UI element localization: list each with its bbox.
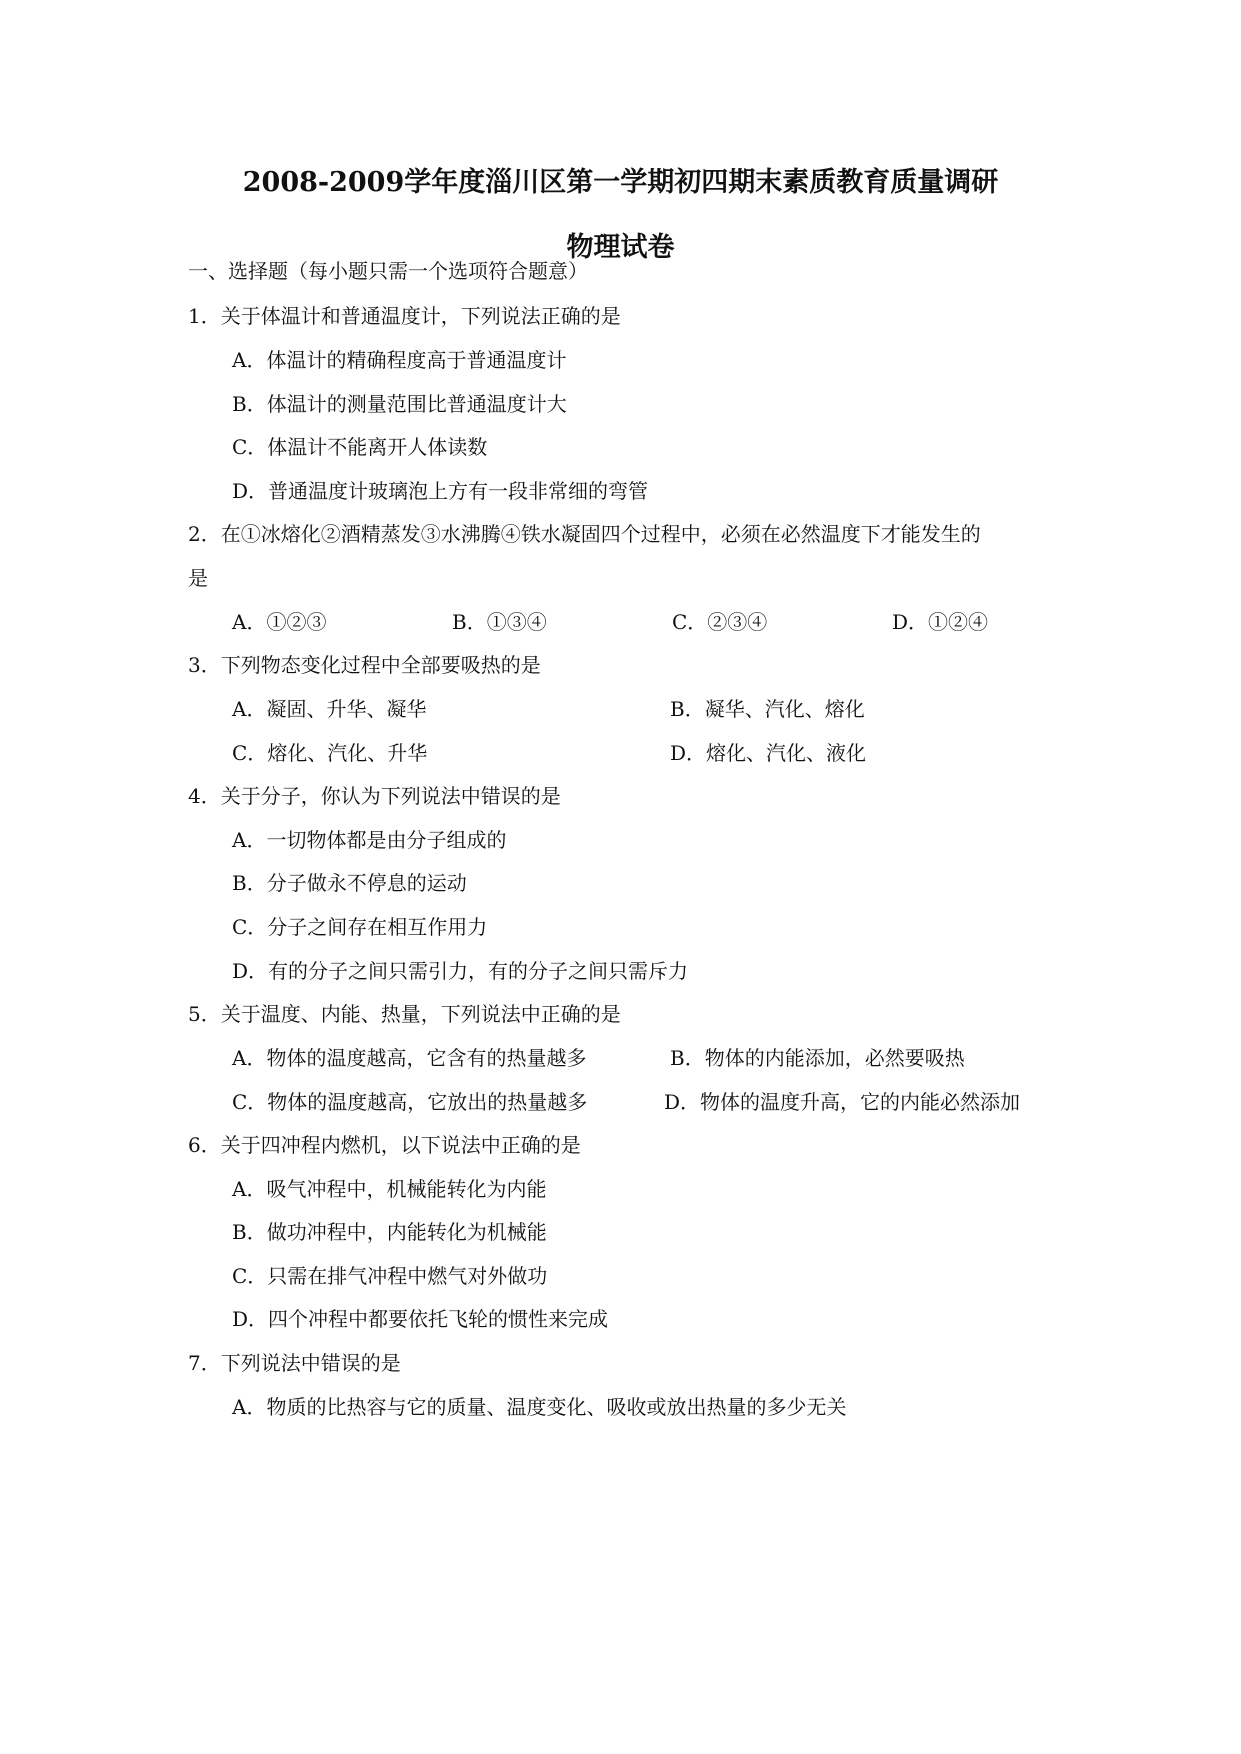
question-5-option-c: C．物体的温度越高，它放出的热量越多: [232, 1090, 588, 1114]
question-3-option-b: B．凝华、汽化、熔化: [670, 697, 865, 721]
question-3-option-a: A．凝固、升华、凝华: [232, 697, 427, 721]
question-7-option-a: A．物质的比热容与它的质量、温度变化、吸收或放出热量的多少无关: [232, 1395, 847, 1419]
question-2-stem-continued: 是: [188, 566, 208, 590]
question-2-option-b: B．①③④: [452, 610, 547, 634]
question-1-option-c: C．体温计不能离开人体读数: [232, 435, 488, 459]
question-6-option-b: B．做功冲程中，内能转化为机械能: [232, 1220, 547, 1244]
question-3-option-d: D．熔化、汽化、液化: [670, 741, 867, 765]
question-2-option-d: D．①②④: [892, 610, 989, 634]
question-6-option-d: D．四个冲程中都要依托飞轮的惯性来完成: [232, 1307, 609, 1331]
question-1-option-a: A．体温计的精确程度高于普通温度计: [232, 348, 567, 372]
question-5-option-d: D．物体的温度升高，它的内能必然添加: [664, 1090, 1021, 1114]
section-heading: 一、选择题（每小题只需一个选项符合题意）: [188, 259, 588, 283]
question-6-option-c: C．只需在排气冲程中燃气对外做功: [232, 1264, 548, 1288]
question-7-stem: 7．下列说法中错误的是: [188, 1351, 401, 1375]
question-4-stem: 4．关于分子，你认为下列说法中错误的是: [188, 784, 561, 808]
question-5-option-b: B．物体的内能添加，必然要吸热: [670, 1046, 965, 1070]
question-1-stem: 1．关于体温计和普通温度计，下列说法正确的是: [188, 304, 621, 328]
question-4-option-b: B．分子做永不停息的运动: [232, 871, 467, 895]
question-5-option-a: A．物体的温度越高，它含有的热量越多: [232, 1046, 587, 1070]
question-4-option-c: C．分子之间存在相互作用力: [232, 915, 488, 939]
question-2-option-a: A．①②③: [232, 610, 327, 634]
question-1-option-d: D．普通温度计玻璃泡上方有一段非常细的弯管: [232, 479, 649, 503]
question-2-option-c: C．②③④: [672, 610, 768, 634]
question-6-option-a: A．吸气冲程中，机械能转化为内能: [232, 1177, 547, 1201]
question-5-stem: 5．关于温度、内能、热量，下列说法中正确的是: [188, 1002, 621, 1026]
question-6-stem: 6．关于四冲程内燃机，以下说法中正确的是: [188, 1133, 581, 1157]
exam-subtitle: 物理试卷: [566, 232, 675, 263]
question-2-stem: 2．在①冰熔化②酒精蒸发③水沸腾④铁水凝固四个过程中，必须在必然温度下才能发生的: [188, 522, 981, 546]
question-4-option-d: D．有的分子之间只需引力，有的分子之间只需斥力: [232, 959, 689, 983]
question-1-option-b: B．体温计的测量范围比普通温度计大: [232, 392, 567, 416]
question-3-stem: 3．下列物态变化过程中全部要吸热的是: [188, 653, 541, 677]
exam-title: 2008-2009学年度淄川区第一学期初四期末素质教育质量调研: [242, 167, 999, 198]
question-3-option-c: C．熔化、汽化、升华: [232, 741, 428, 765]
question-4-option-a: A．一切物体都是由分子组成的: [232, 828, 507, 852]
